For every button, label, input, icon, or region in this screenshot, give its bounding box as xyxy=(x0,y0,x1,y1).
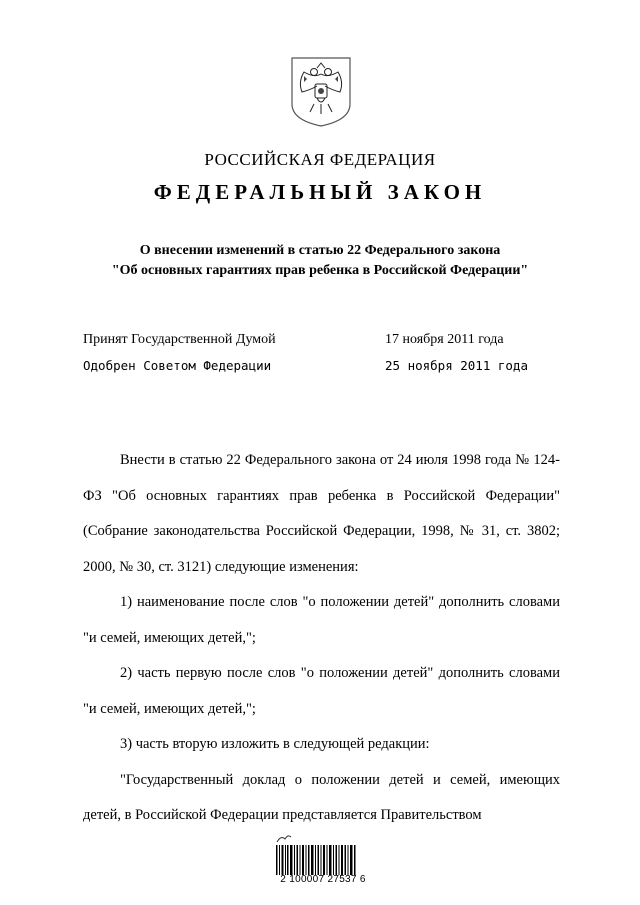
approved-label: Одобрен Советом Федерации xyxy=(83,358,272,373)
body-item-1: 1) наименование после слов "о положении детей" дополнить словами "и семей, имеющих детей,"; xyxy=(83,594,560,646)
adopted-label: Принят Государственной Думой xyxy=(83,332,276,347)
stamp-mark-icon xyxy=(276,833,292,843)
barcode-number: 2 100007 27537 6 xyxy=(280,874,366,885)
body-item-2: 2) часть первую после слов "о положении детей" дополнить словами "и семей, имеющих детей,"; xyxy=(83,665,560,717)
country-name: РОССИЙСКАЯ ФЕДЕРАЦИЯ xyxy=(204,150,436,169)
barcode-icon xyxy=(276,845,356,875)
law-body xyxy=(83,443,560,834)
body-paragraph-intro: Внести в статью 22 Федерального закона от 24 июля 1998 года № 124-ФЗ "Об основных гарантиях прав ребенка в Российской Федерации" (Собрание законодательства Российской Федерации, 1998, № 31, ст. 3802; 2000, № 30, ст. 3121) следующие изменения: xyxy=(83,452,560,575)
document-type: ФЕДЕРАЛЬНЫЙ ЗАКОН xyxy=(153,180,487,204)
body-quote: "Государственный доклад о положении детей и семей, имеющих детей, в Российской Федерации представляется Правительством xyxy=(83,771,560,823)
body-item-3: 3) часть вторую изложить в следующей редакции: xyxy=(120,736,430,752)
law-title-line-1: О внесении изменений в статью 22 Федерального закона xyxy=(139,243,501,258)
approved-date: 25 ноября 2011 года xyxy=(385,358,528,373)
law-title-line-2: "Об основных гарантиях прав ребенка в Российской Федерации" xyxy=(111,263,529,278)
adopted-date: 17 ноября 2011 года xyxy=(385,332,504,347)
law-title xyxy=(0,241,640,281)
coat-of-arms-icon xyxy=(290,56,352,128)
